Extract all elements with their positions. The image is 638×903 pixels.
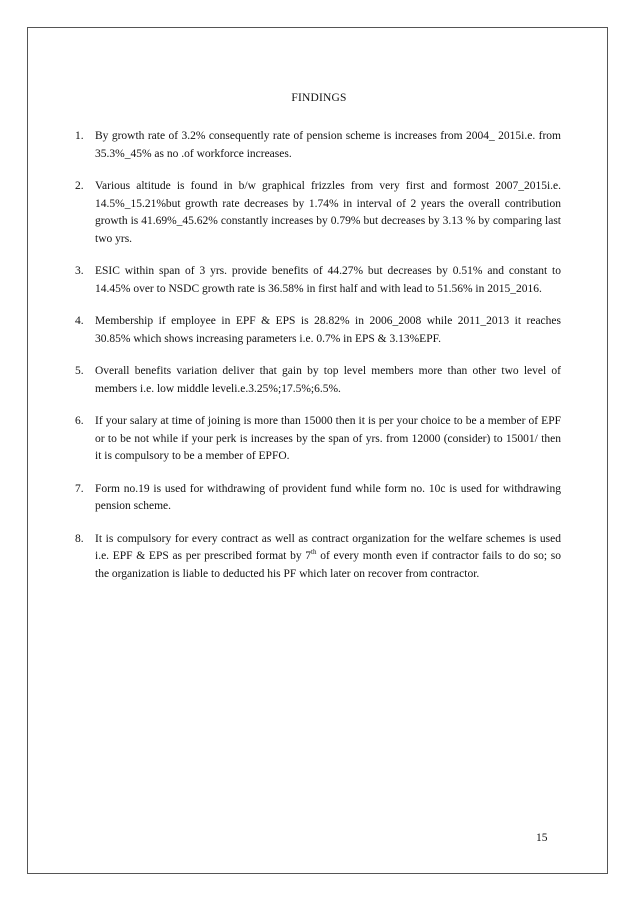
finding-text: Form no.19 is used for withdrawing of provident fund while form no. 10c is used for withdrawing pension scheme. [95, 482, 561, 512]
finding-number: 1. [75, 130, 84, 142]
finding-item-3 [75, 263, 561, 298]
finding-text: By growth rate of 3.2% consequently rate of pension scheme is increases from 2004_ 2015i.e. from 35.3%_45% as no .of workforce increases. [95, 130, 561, 160]
finding-number: 8. [75, 532, 84, 545]
finding-number: 2. [75, 180, 84, 192]
finding-text: Overall benefits variation deliver that gain by top level members more than other two level of members i.e. low middle leveli.e.3.25%;17.5%;6.5%. [95, 365, 561, 395]
finding-item-8 [75, 531, 562, 584]
finding-number: 3. [75, 265, 84, 277]
finding-number: 7. [75, 482, 84, 495]
finding-number: 6. [75, 415, 84, 427]
page-number: 15 [536, 832, 548, 844]
finding-item-4 [75, 313, 561, 348]
finding-item-6 [75, 413, 561, 466]
finding-item-5 [75, 363, 561, 398]
finding-item-7 [75, 481, 561, 516]
finding-superscript: th [311, 548, 317, 557]
finding-item-1 [75, 128, 561, 163]
finding-text-after: of every month even if contractor fails to do so; so the organization is liable to deducted his PF which later on recover from contractor. [95, 550, 562, 580]
findings-list [75, 128, 562, 583]
finding-item-2 [75, 178, 561, 248]
finding-text: Membership if employee in EPF & EPS is 28.82% in 2006_2008 while 2011_2013 it reaches 30.85% which shows increasing parameters i.e. 0.7% in EPS & 3.13%EPF. [95, 315, 561, 345]
finding-number: 5. [75, 365, 84, 377]
finding-text: ESIC within span of 3 yrs. provide benefits of 44.27% but decreases by 0.51% and constant to 14.45% over to NSDC growth rate is 36.58% in first half and with lead to 51.56% in 2015_2016. [95, 265, 561, 295]
finding-number: 4. [75, 315, 84, 327]
finding-text: If your salary at time of joining is more than 15000 then it is per your choice to be a member of EPF or to be not while if your perk is increases by the span of yrs. from 12000 (consider) to 15001/ then it is compulsory to be a member of EPFO. [95, 415, 561, 462]
page-title: FINDINGS [291, 92, 347, 104]
finding-text: Various altitude is found in b/w graphical frizzles from very first and formost 2007_2015i.e. 14.5%_15.21%but growth rate decreases by 1.74% in interval of 2 years the overall contribution growth is 41.69%_45.62% constantly increases by 0.79% but decreases by 3.13 % by comparing last two yrs. [95, 180, 561, 245]
finding-text-before: It is compulsory for every contract as well as contract organization for the welfare schemes is used i.e. EPF & EPS as per prescribed format by 7 [95, 532, 561, 562]
